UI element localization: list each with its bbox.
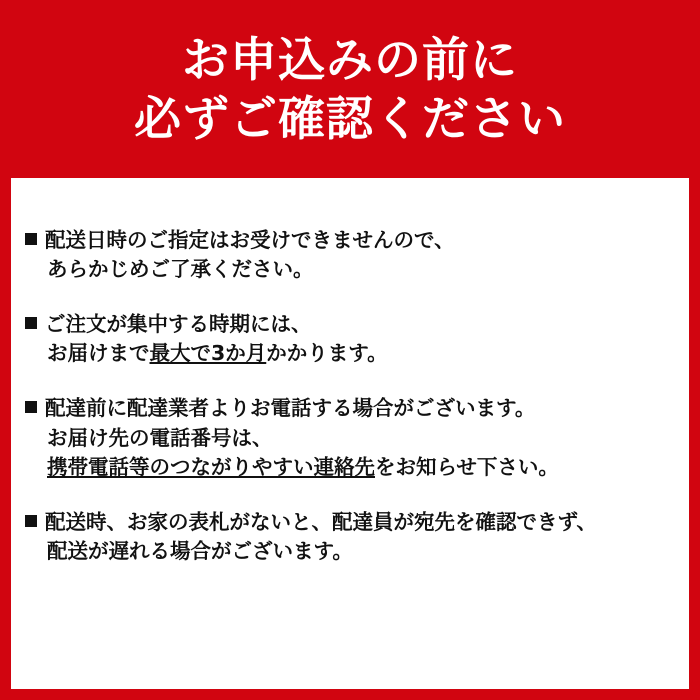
header-title-line-1: お申込みの前に [182, 33, 518, 89]
notice-line [25, 226, 671, 255]
notice-body [0, 178, 700, 700]
square-bullet-icon [25, 233, 37, 245]
notice-text: 配送日時のご指定はお受けできませんので、 [45, 228, 455, 252]
banner-header [0, 0, 700, 178]
list-item [25, 310, 671, 368]
list-item [25, 226, 671, 284]
square-bullet-icon [25, 317, 37, 329]
list-item [25, 508, 671, 566]
notice-text: ご注文が集中する時期には、 [45, 312, 312, 337]
notice-text: 配送が遅れる場合がございます。 [47, 538, 353, 563]
notice-line [25, 537, 671, 566]
notice-line [25, 453, 671, 482]
notice-line [25, 255, 671, 284]
header-title-line-2: 必ずご確認ください [134, 92, 566, 147]
notice-text: お届けまで [47, 341, 150, 366]
notice-text: あらかじめご了承ください。 [47, 257, 314, 282]
notice-text: お届け先の電話番号は、 [47, 425, 273, 450]
notice-text-tail: かかります。 [266, 341, 388, 366]
notice-text-tail: をお知らせ下さい。 [375, 454, 559, 479]
notice-line [25, 339, 671, 368]
notice-line [25, 508, 671, 537]
notice-text: 配達前に配達業者よりお電話する場合がございます。 [45, 396, 536, 421]
notice-line [25, 310, 671, 339]
list-item [25, 394, 671, 481]
notice-text: 配送時、お家の表札がないと、配達員が宛先を確認できず、 [45, 509, 597, 534]
notice-emphasis: 最大で3か月 [149, 341, 267, 366]
notice-list [11, 178, 689, 566]
notice-emphasis: 携帯電話等のつながりやすい連絡先 [47, 454, 375, 479]
notice-line [25, 424, 671, 453]
square-bullet-icon [25, 401, 37, 413]
notice-line [25, 394, 671, 423]
square-bullet-icon [25, 515, 37, 527]
